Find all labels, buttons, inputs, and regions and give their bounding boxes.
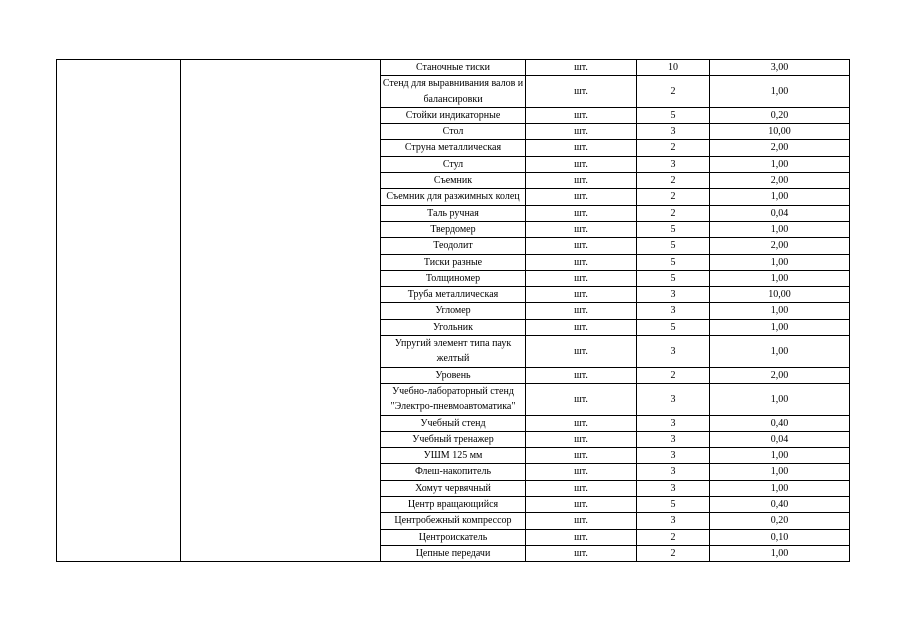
unit-cell: шт. [526, 221, 637, 237]
table-row [57, 60, 850, 76]
unit-cell: шт. [526, 513, 637, 529]
unit-cell: шт. [526, 448, 637, 464]
quantity-cell: 10 [637, 60, 710, 76]
unit-cell: шт. [526, 173, 637, 189]
unit-cell: шт. [526, 480, 637, 496]
item-name-cell: Учебно-лабораторный стенд "Электро-пневмоавтоматика" [381, 383, 526, 415]
quantity-cell: 5 [637, 270, 710, 286]
item-name-cell: Центр вращающийся [381, 497, 526, 513]
value-cell: 1,00 [710, 464, 850, 480]
item-name-cell: Стойки индикаторные [381, 107, 526, 123]
quantity-cell: 2 [637, 205, 710, 221]
unit-cell: шт. [526, 367, 637, 383]
quantity-cell: 2 [637, 140, 710, 156]
unit-cell: шт. [526, 156, 637, 172]
quantity-cell: 3 [637, 156, 710, 172]
quantity-cell: 5 [637, 254, 710, 270]
quantity-cell: 3 [637, 513, 710, 529]
item-name-cell: Центробежный компрессор [381, 513, 526, 529]
quantity-cell: 3 [637, 303, 710, 319]
unit-cell: шт. [526, 238, 637, 254]
item-name-cell: Центроискатель [381, 529, 526, 545]
unit-cell: шт. [526, 415, 637, 431]
unit-cell: шт. [526, 287, 637, 303]
value-cell: 3,00 [710, 60, 850, 76]
value-cell: 1,00 [710, 76, 850, 108]
value-cell: 2,00 [710, 238, 850, 254]
unit-cell: шт. [526, 303, 637, 319]
item-name-cell: Угломер [381, 303, 526, 319]
value-cell: 1,00 [710, 156, 850, 172]
quantity-cell: 3 [637, 124, 710, 140]
item-name-cell: Толщиномер [381, 270, 526, 286]
quantity-cell: 5 [637, 107, 710, 123]
quantity-cell: 2 [637, 173, 710, 189]
value-cell: 2,00 [710, 140, 850, 156]
value-cell: 0,20 [710, 513, 850, 529]
quantity-cell: 3 [637, 480, 710, 496]
item-name-cell: Станочные тиски [381, 60, 526, 76]
item-name-cell: Учебный тренажер [381, 431, 526, 447]
unit-cell: шт. [526, 124, 637, 140]
item-name-cell: Упругий элемент типа паук желтый [381, 336, 526, 368]
quantity-cell: 3 [637, 415, 710, 431]
item-name-cell: Стенд для выравнивания валов и балансировки [381, 76, 526, 108]
unit-cell: шт. [526, 140, 637, 156]
value-cell: 1,00 [710, 480, 850, 496]
unit-cell: шт. [526, 319, 637, 335]
unit-cell: шт. [526, 497, 637, 513]
unit-cell: шт. [526, 76, 637, 108]
empty-cell-middle [181, 60, 381, 562]
item-name-cell: Струна металлическая [381, 140, 526, 156]
quantity-cell: 5 [637, 238, 710, 254]
item-name-cell: Труба металлическая [381, 287, 526, 303]
item-name-cell: Съемник [381, 173, 526, 189]
value-cell: 1,00 [710, 221, 850, 237]
item-name-cell: Учебный стенд [381, 415, 526, 431]
value-cell: 10,00 [710, 124, 850, 140]
quantity-cell: 2 [637, 76, 710, 108]
unit-cell: шт. [526, 336, 637, 368]
value-cell: 0,10 [710, 529, 850, 545]
value-cell: 0,20 [710, 107, 850, 123]
item-name-cell: Тиски разные [381, 254, 526, 270]
value-cell: 1,00 [710, 319, 850, 335]
item-name-cell: Стол [381, 124, 526, 140]
value-cell: 0,04 [710, 205, 850, 221]
empty-cell-left [57, 60, 181, 562]
item-name-cell: Хомут червячный [381, 480, 526, 496]
quantity-cell: 5 [637, 319, 710, 335]
item-name-cell: Уровень [381, 367, 526, 383]
item-name-cell: Таль ручная [381, 205, 526, 221]
unit-cell: шт. [526, 270, 637, 286]
value-cell: 1,00 [710, 448, 850, 464]
unit-cell: шт. [526, 254, 637, 270]
item-name-cell: Цепные передачи [381, 545, 526, 561]
equipment-table [56, 59, 850, 562]
quantity-cell: 2 [637, 529, 710, 545]
unit-cell: шт. [526, 205, 637, 221]
item-name-cell: Флеш-накопитель [381, 464, 526, 480]
item-name-cell: УШМ 125 мм [381, 448, 526, 464]
value-cell: 0,40 [710, 415, 850, 431]
unit-cell: шт. [526, 189, 637, 205]
quantity-cell: 2 [637, 367, 710, 383]
unit-cell: шт. [526, 431, 637, 447]
item-name-cell: Теодолит [381, 238, 526, 254]
value-cell: 1,00 [710, 336, 850, 368]
unit-cell: шт. [526, 60, 637, 76]
value-cell: 2,00 [710, 173, 850, 189]
value-cell: 10,00 [710, 287, 850, 303]
unit-cell: шт. [526, 529, 637, 545]
unit-cell: шт. [526, 545, 637, 561]
equipment-table-body [57, 60, 850, 562]
value-cell: 0,04 [710, 431, 850, 447]
item-name-cell: Угольник [381, 319, 526, 335]
quantity-cell: 2 [637, 189, 710, 205]
value-cell: 2,00 [710, 367, 850, 383]
item-name-cell: Твердомер [381, 221, 526, 237]
quantity-cell: 3 [637, 287, 710, 303]
quantity-cell: 3 [637, 383, 710, 415]
value-cell: 0,40 [710, 497, 850, 513]
unit-cell: шт. [526, 107, 637, 123]
quantity-cell: 5 [637, 221, 710, 237]
item-name-cell: Стул [381, 156, 526, 172]
value-cell: 1,00 [710, 545, 850, 561]
quantity-cell: 3 [637, 448, 710, 464]
quantity-cell: 3 [637, 431, 710, 447]
value-cell: 1,00 [710, 303, 850, 319]
item-name-cell: Съемник для разжимных колец [381, 189, 526, 205]
quantity-cell: 3 [637, 336, 710, 368]
quantity-cell: 2 [637, 545, 710, 561]
value-cell: 1,00 [710, 270, 850, 286]
quantity-cell: 5 [637, 497, 710, 513]
quantity-cell: 3 [637, 464, 710, 480]
unit-cell: шт. [526, 464, 637, 480]
value-cell: 1,00 [710, 254, 850, 270]
value-cell: 1,00 [710, 383, 850, 415]
unit-cell: шт. [526, 383, 637, 415]
value-cell: 1,00 [710, 189, 850, 205]
